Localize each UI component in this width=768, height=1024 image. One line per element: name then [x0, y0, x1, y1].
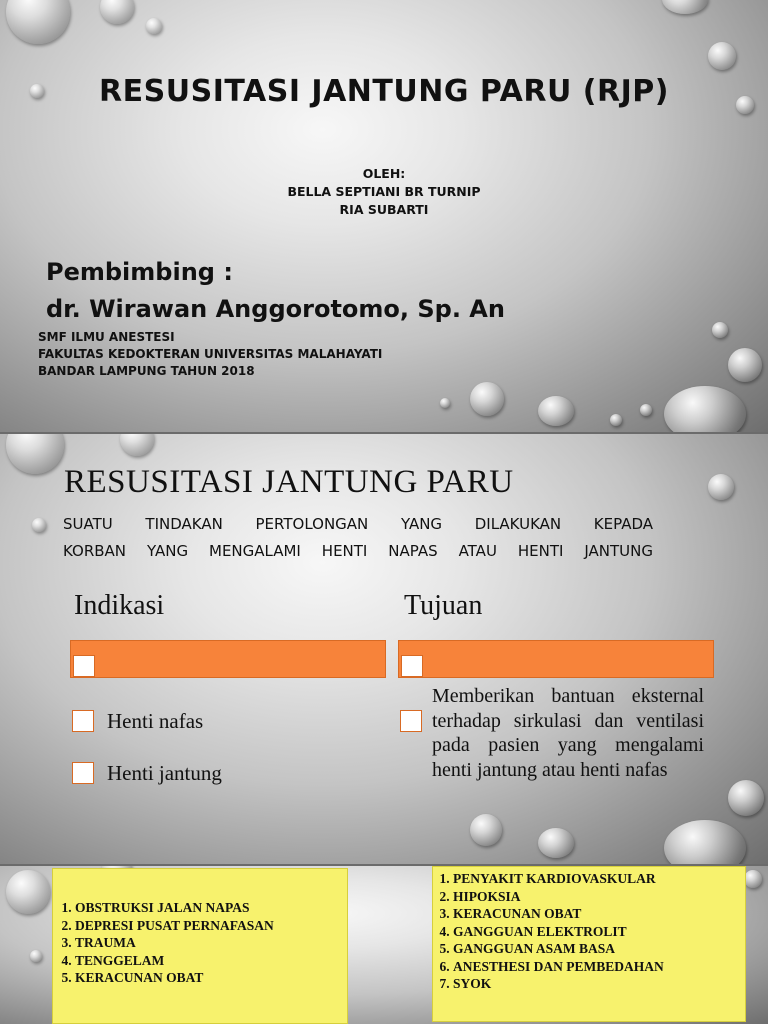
causes-slide	[0, 866, 768, 1024]
water-drop	[662, 0, 708, 14]
water-drop	[6, 434, 64, 474]
water-drop	[640, 404, 652, 416]
water-drop	[146, 18, 162, 34]
water-drop	[100, 0, 134, 24]
water-drop	[440, 398, 450, 408]
tujuan-header-bar	[398, 640, 714, 678]
left-cause-note	[52, 868, 348, 1024]
list-item: 4. GANGGUAN ELEKTROLIT	[453, 923, 745, 941]
institution-line: SMF ILMU ANESTESI	[38, 330, 175, 344]
water-drop	[120, 434, 154, 456]
water-drop	[470, 814, 502, 846]
right-cause-note	[432, 866, 746, 1022]
water-drop	[708, 42, 736, 70]
water-drop	[6, 0, 70, 44]
slide-title: RESUSITASI JANTUNG PARU	[64, 464, 514, 500]
title-slide	[0, 0, 768, 432]
water-drop	[6, 870, 50, 914]
water-drop	[538, 396, 574, 426]
supervisor-name: dr. Wirawan Anggorotomo, Sp. An	[46, 295, 505, 323]
supervisor-label: Pembimbing :	[46, 258, 233, 286]
list-item: 2. HIPOKSIA	[453, 888, 745, 906]
indikasi-heading: Indikasi	[74, 590, 165, 621]
indikasi-header-bar	[70, 640, 386, 678]
water-drop	[744, 870, 762, 888]
list-item: 5. GANGGUAN ASAM BASA	[453, 940, 745, 958]
checkbox-icon	[72, 710, 94, 732]
water-drop	[728, 348, 762, 382]
author-name: RIA SUBARTI	[339, 202, 429, 217]
list-item: 5. KERACUNAN OBAT	[75, 969, 347, 987]
indikasi-item: Henti nafas	[107, 709, 204, 733]
institution-line: BANDAR LAMPUNG TAHUN 2018	[38, 364, 255, 378]
definition-slide	[0, 434, 768, 864]
checkbox-icon	[401, 655, 423, 677]
indikasi-item: Henti jantung	[107, 761, 222, 785]
list-item: 3. KERACUNAN OBAT	[453, 905, 745, 923]
checkbox-icon	[72, 762, 94, 784]
water-drop	[538, 828, 574, 858]
list-item: 1. PENYAKIT KARDIOVASKULAR	[453, 870, 745, 888]
by-label: OLEH:	[362, 166, 406, 181]
checkbox-icon	[73, 655, 95, 677]
tujuan-heading: Tujuan	[404, 590, 483, 621]
definition-line: SUATU TINDAKAN PERTOLONGAN YANG DILAKUKAN KEPADA	[63, 515, 653, 533]
water-drop	[712, 322, 728, 338]
water-drop	[664, 386, 746, 432]
water-drop	[470, 382, 504, 416]
right-cause-list	[433, 870, 745, 993]
list-item: 7. SYOK	[453, 975, 745, 993]
water-drop	[728, 780, 764, 816]
list-item: 3. TRAUMA	[75, 934, 347, 952]
tujuan-text: Memberikan bantuan eksternal terhadap sirkulasi dan ventilasi pada pasien yang mengalami henti jantung atau henti nafas	[432, 685, 704, 781]
list-item: 2. DEPRESI PUSAT PERNAFASAN	[75, 917, 347, 935]
water-drop	[32, 518, 46, 532]
list-item: 1. OBSTRUKSI JALAN NAPAS	[75, 899, 347, 917]
water-drop	[664, 820, 746, 864]
list-item: 4. TENGGELAM	[75, 952, 347, 970]
definition-line: KORBAN YANG MENGALAMI HENTI NAPAS ATAU HENTI JANTUNG	[63, 542, 653, 560]
water-drop	[708, 474, 734, 500]
list-item: 6. ANESTHESI DAN PEMBEDAHAN	[453, 958, 745, 976]
water-drop	[30, 950, 42, 962]
water-drop	[610, 414, 622, 426]
author-name: BELLA SEPTIANI BR TURNIP	[287, 184, 481, 199]
left-cause-list	[53, 899, 347, 987]
institution-line: FAKULTAS KEDOKTERAN UNIVERSITAS MALAHAYATI	[38, 347, 383, 361]
checkbox-icon	[400, 710, 422, 732]
slide-title: RESUSITASI JANTUNG PARU (RJP)	[99, 74, 669, 109]
